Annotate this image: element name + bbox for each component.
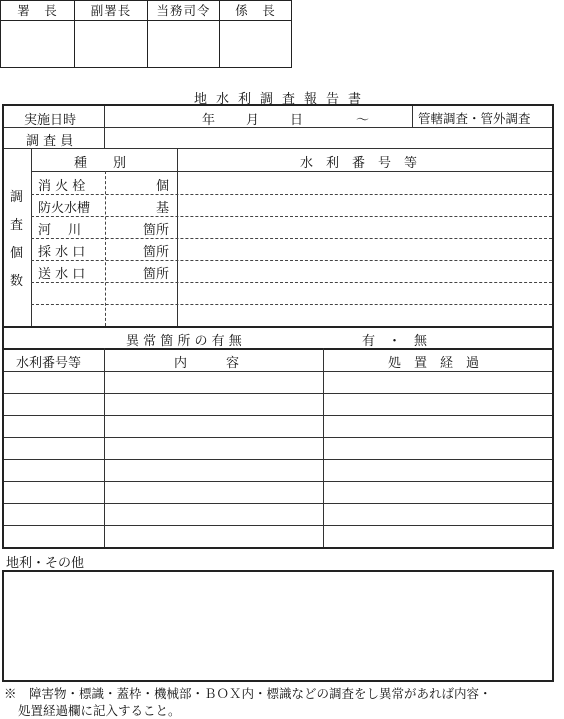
notes-box[interactable] xyxy=(2,570,554,682)
side-char: 個 xyxy=(10,246,24,261)
date-label: 実施日時 xyxy=(24,113,77,128)
stamp-header: 係 長 xyxy=(220,1,291,21)
approval-stamp-box xyxy=(0,0,292,68)
footnote-line-1: ※ 障害物・標識・蓋枠・機械部・ＢＯＸ内・標識などの調査をし異常があれば内容・ xyxy=(4,686,492,701)
survey-report-table xyxy=(2,104,554,549)
count-side-label xyxy=(10,184,26,296)
footnote-line-2: 処置経過欄に記入すること。 xyxy=(18,703,181,718)
stamp-cell-deputy[interactable] xyxy=(75,1,148,67)
tilde-separator: 〜 xyxy=(356,113,370,128)
month-field[interactable]: 月 xyxy=(246,113,260,128)
side-char: 調 xyxy=(10,190,24,205)
stamp-header: 署 長 xyxy=(1,1,74,21)
col-number-header: 水利番号等 xyxy=(16,356,82,371)
footnote xyxy=(4,685,564,719)
abnormal-choice[interactable]: 有 ・ 無 xyxy=(362,334,428,349)
stamp-cell-duty-commander[interactable] xyxy=(148,1,220,67)
day-field[interactable]: 日 xyxy=(290,113,304,128)
stamp-cell-section-head[interactable] xyxy=(220,1,291,67)
unit-outlet: 箇所 xyxy=(143,267,170,282)
col-process-header: 処 置 経 過 xyxy=(388,356,480,371)
item-fire-tank: 防火水槽 xyxy=(38,201,91,216)
unit-intake: 箇所 xyxy=(143,245,170,260)
item-hydrant: 消 火 栓 xyxy=(38,179,86,194)
side-char: 査 xyxy=(10,218,24,233)
item-river: 河 川 xyxy=(38,223,82,238)
stamp-header: 当務司令 xyxy=(148,1,219,21)
stamp-cell-chief[interactable] xyxy=(1,1,75,67)
item-outlet: 送 水 口 xyxy=(38,267,86,282)
number-header: 水 利 番 号 等 xyxy=(300,156,418,171)
investigator-label: 調 査 員 xyxy=(26,134,74,149)
col-content-header: 内 容 xyxy=(174,356,240,371)
side-char: 数 xyxy=(10,274,24,289)
year-field[interactable]: 年 xyxy=(202,113,216,128)
stamp-header: 副署長 xyxy=(75,1,147,21)
unit-river: 箇所 xyxy=(143,223,170,238)
scope-choice[interactable]: 管轄調査・管外調査 xyxy=(418,111,531,126)
unit-fire-tank: 基 xyxy=(156,201,170,216)
item-intake: 採 水 口 xyxy=(38,245,86,260)
form-title: 地水利調査報告書 xyxy=(193,92,370,107)
abnormal-heading: 異 常 箇 所 の 有 無 xyxy=(126,334,242,349)
type-header: 種 別 xyxy=(74,156,127,171)
notes-label: 地利・その他 xyxy=(6,556,85,571)
unit-hydrant: 個 xyxy=(156,179,170,194)
